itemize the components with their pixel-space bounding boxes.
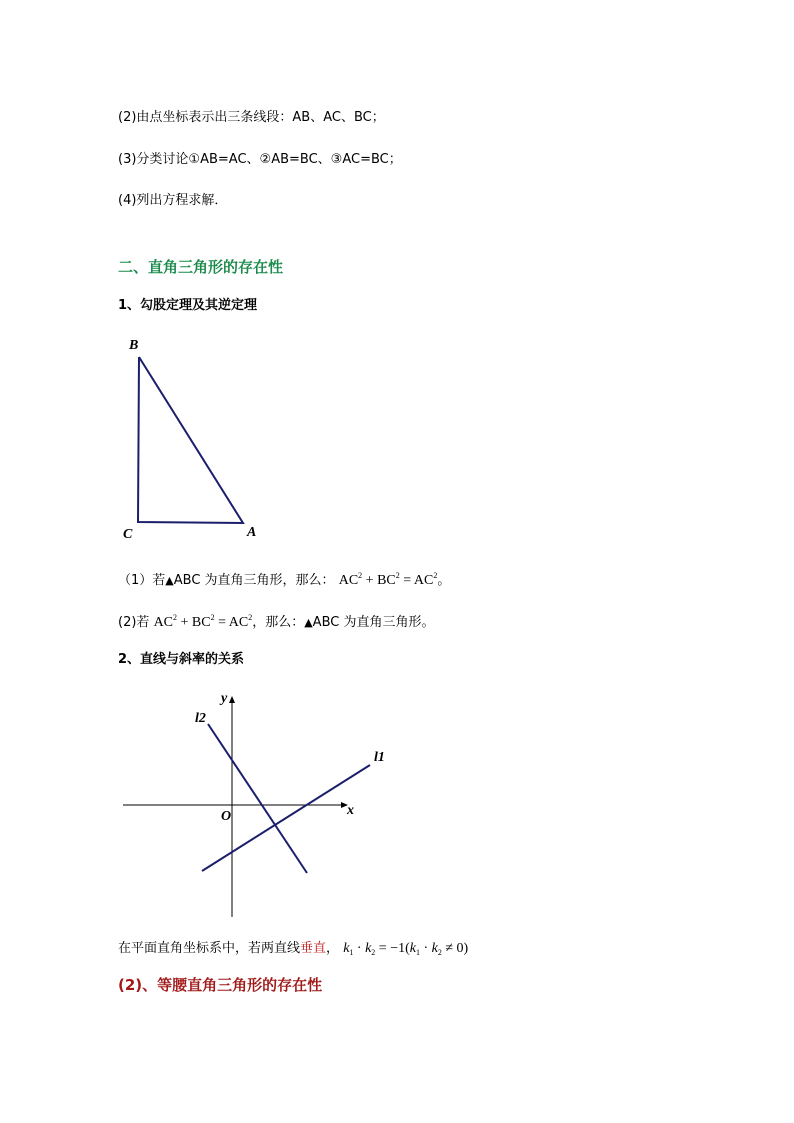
origin-label: O: [221, 809, 232, 824]
triangle-icon: ▲: [304, 616, 313, 629]
triangle-icon: ▲: [165, 574, 174, 587]
l2-label: l2: [195, 711, 206, 726]
subheading-isosceles-right: (2)、等腰直角三角形的存在性: [118, 976, 323, 994]
statement-2-prefix: (2)若: [118, 615, 150, 630]
step-4: (4)列出方程求解．: [118, 193, 228, 208]
vertex-b-label: B: [129, 338, 139, 353]
right-triangle-figure: [115, 335, 275, 545]
subheading-pythagorean: 1、勾股定理及其逆定理: [118, 298, 258, 313]
perpendicular-comma: ，: [326, 941, 340, 956]
circled-2: ②: [259, 152, 272, 167]
y-axis-label: y: [221, 691, 228, 706]
vertex-c-label: C: [123, 527, 133, 542]
slope-formula: $k_1 \cdot k_2 = -1(k_1 \cdot k_2 \ne 0)$: [343, 941, 469, 957]
statement-1: [118, 567, 450, 590]
perpendicular-prefix: 在平面直角坐标系中，若两直线: [118, 941, 301, 956]
step-3-case2: AB=BC、: [271, 152, 331, 167]
statement-2: [118, 609, 434, 632]
triangle-outline: [138, 357, 243, 523]
statement-1-end: 。: [437, 573, 451, 588]
statement-1-mid: 为直角三角形，那么：: [200, 573, 335, 588]
pythagorean-formula-2: $AC^2 + BC^2 = AC^2$: [153, 613, 253, 630]
l1-label: l1: [374, 750, 385, 765]
pythagorean-formula-1: $AC^2 + BC^2 = AC^2$: [338, 571, 438, 588]
statement-1-abc: ABC: [173, 573, 201, 588]
step-3-case1: AB=AC、: [200, 152, 260, 167]
coordinate-figure: [115, 685, 405, 925]
step-3: [118, 151, 402, 169]
step-2: (2)由点坐标表示出三条线段：AB、AC、BC；: [118, 110, 385, 125]
subheading-slope: 2、直线与斜率的关系: [118, 652, 245, 667]
section-title: 二、直角三角形的存在性: [118, 258, 284, 276]
statement-2-end: 为直角三角形。: [339, 615, 435, 630]
x-axis-label: x: [347, 803, 354, 818]
circled-1: ①: [188, 152, 201, 167]
statement-2-abc: ABC: [312, 615, 340, 630]
line-l2: [208, 724, 307, 873]
step-3-case3: AC=BC；: [342, 152, 402, 167]
statement-2-mid: ，那么：: [252, 615, 305, 630]
perpendicular-statement: [118, 940, 468, 962]
statement-1-prefix: （1）若: [118, 573, 166, 588]
perpendicular-word: 垂直: [300, 941, 327, 956]
vertex-a-label: A: [247, 525, 257, 540]
step-3-prefix: (3)分类讨论: [118, 152, 189, 167]
circled-3: ③: [330, 152, 343, 167]
